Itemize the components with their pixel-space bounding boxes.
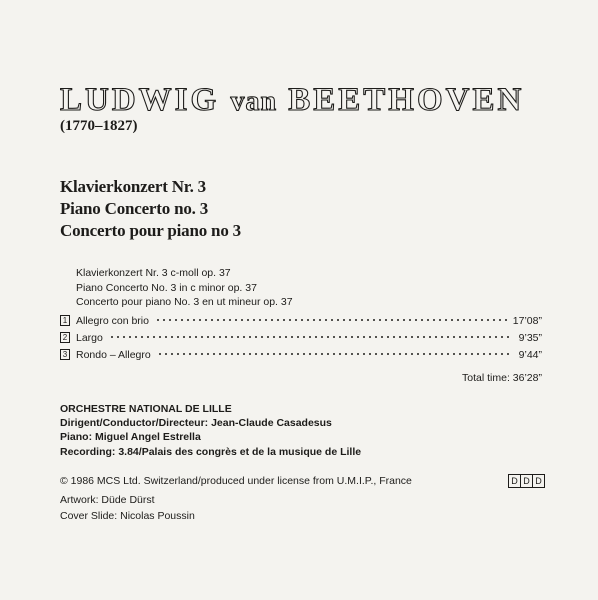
- subtitle-english: Piano Concerto No. 3 in c minor op. 37: [76, 281, 257, 294]
- track-title: Largo: [76, 332, 103, 344]
- copyright-line: [60, 474, 545, 488]
- track-duration: 17’08”: [512, 315, 542, 327]
- leader-dots: [157, 350, 513, 358]
- title-english: Piano Concerto no. 3: [60, 199, 209, 218]
- track-number: 2: [60, 332, 70, 343]
- recording-credit: Recording: 3.84/Palais des congrès et de la musique de Lille: [60, 445, 362, 458]
- track-number: 1: [60, 315, 70, 326]
- composer-van: van: [230, 86, 278, 117]
- title-french: Concerto pour piano no 3: [60, 221, 241, 240]
- piano-credit: Piano: Miguel Angel Estrella: [60, 431, 201, 444]
- performance-credits: [60, 402, 361, 459]
- ddd-letter: D: [520, 474, 533, 488]
- composer-dates: (1770–1827): [60, 118, 138, 134]
- leader-dots: [109, 333, 513, 341]
- track-duration: 9’35”: [518, 332, 542, 344]
- cover-slide-credit: Cover Slide: Nicolas Poussin: [60, 509, 195, 522]
- orchestre-name: ORCHESTRE NATIONAL DE LILLE: [60, 403, 232, 415]
- ddd-letter: D: [532, 474, 545, 488]
- composer-first-name: LUDWIG: [60, 82, 220, 118]
- copyright-text: © 1986 MCS Ltd. Switzerland/produced under license from U.M.I.P., France: [60, 475, 412, 487]
- total-time: Total time: 36’28”: [462, 372, 542, 384]
- subtitle-french: Concerto pour piano No. 3 en ut mineur op. 37: [76, 296, 293, 308]
- work-titles: [60, 176, 241, 242]
- conductor-credit: Dirigent/Conductor/Directeur: Jean-Claude Casadesus: [60, 417, 332, 430]
- track-number: 3: [60, 349, 70, 360]
- track-row: [60, 315, 542, 332]
- artwork-credits: [60, 493, 195, 524]
- artwork-credit: Artwork: Düde Dürst: [60, 494, 155, 506]
- ddd-code-badge: [509, 474, 545, 488]
- track-duration: 9’44”: [518, 349, 542, 361]
- title-german: Klavierkonzert Nr. 3: [60, 177, 206, 196]
- track-title: Allegro con brio: [76, 315, 149, 327]
- track-row: [60, 332, 542, 349]
- subtitle-german: Klavierkonzert Nr. 3 c-moll op. 37: [76, 267, 231, 279]
- track-list: [60, 315, 542, 366]
- composer-last-name: BEETHOVEN: [288, 82, 525, 118]
- track-title: Rondo – Allegro: [76, 349, 151, 361]
- track-row: [60, 349, 542, 366]
- ddd-letter: D: [508, 474, 521, 488]
- leader-dots: [155, 316, 507, 324]
- composer-name: [60, 82, 524, 119]
- work-subtitles: [76, 266, 293, 310]
